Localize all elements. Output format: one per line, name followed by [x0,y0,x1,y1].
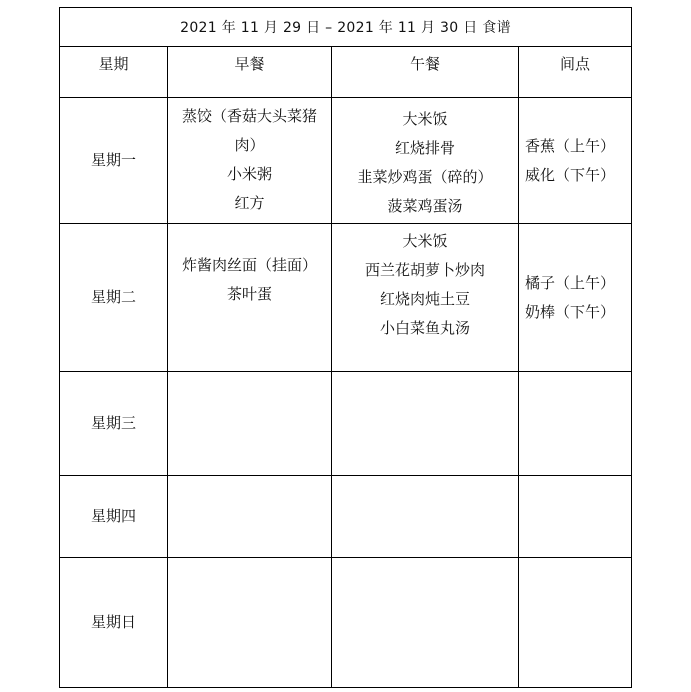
menu-title: 2021 年 11 月 29 日 – 2021 年 11 月 30 日 食谱 [60,8,631,47]
menu-item: 蒸饺（香菇大头菜猪 [181,107,317,125]
menu-item: 西兰花胡萝卜炒肉 [364,261,485,279]
menu-table [59,7,632,688]
menu-item: 肉） [234,136,265,154]
header-lunch: 午餐 [409,55,440,73]
snack-cell [519,98,631,223]
menu-item: 菠菜鸡蛋汤 [387,197,463,215]
menu-item: 小白菜鱼丸汤 [379,319,470,337]
day-label: 星期二 [90,288,136,306]
menu-item: 韭菜炒鸡蛋（碎的） [357,168,493,186]
menu-item: 大米饭 [402,110,448,128]
header-day: 星期 [98,55,129,73]
day-label: 星期一 [90,151,136,169]
menu-item: 红烧排骨 [394,139,455,157]
menu-item: 奶棒（下午） [525,302,616,321]
day-label: 星期四 [90,507,136,525]
header-breakfast: 早餐 [234,55,265,73]
menu-item: 大米饭 [402,232,448,250]
menu-item: 红方 [234,194,265,212]
menu-item: 炸酱肉丝面（挂面） [181,255,317,274]
menu-item: 红烧肉炖土豆 [379,290,470,308]
header-snack: 间点 [559,55,590,73]
breakfast-cell [168,102,331,223]
snack-cell [519,224,631,371]
day-label: 星期三 [90,414,136,432]
lunch-cell [332,227,518,371]
menu-item: 茶叶蛋 [226,284,272,303]
lunch-cell [332,105,518,223]
menu-item: 小米粥 [226,165,272,183]
day-label: 星期日 [90,613,136,631]
breakfast-cell [168,224,331,335]
menu-item: 橘子（上午） [525,273,616,292]
menu-item: 香蕉（上午） [525,136,616,155]
menu-item: 威化（下午） [525,165,616,184]
